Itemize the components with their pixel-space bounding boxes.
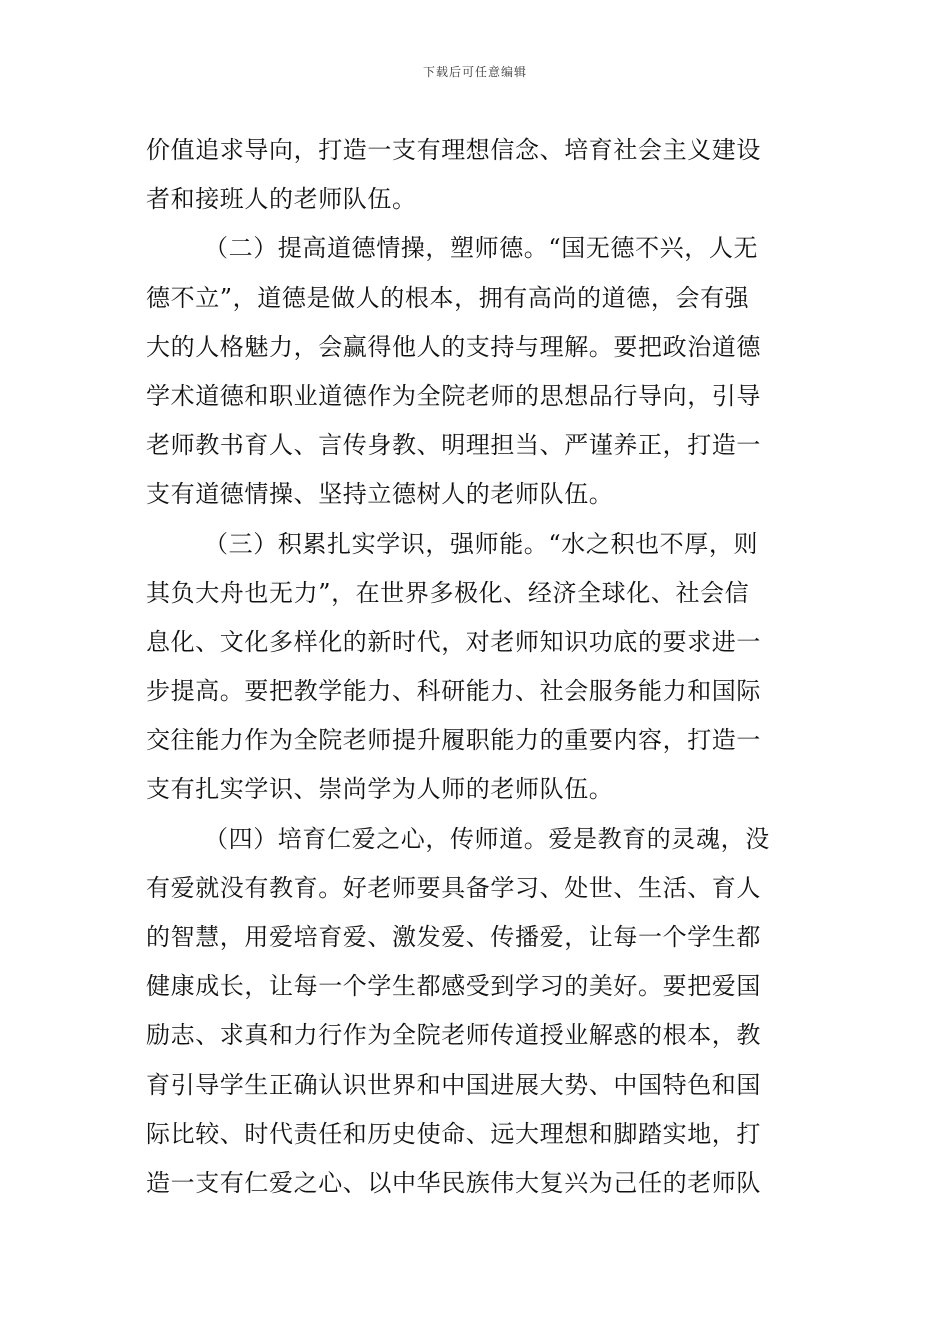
paragraph-4-line-1: （四）培育仁爱之心，传师道。爱是教育的灵魂，没	[204, 824, 770, 853]
paragraph-4-line-3: 的智慧，用爱培育爱、激发爱、传播爱，让每一个学生都	[146, 923, 761, 951]
paragraph-3-line-3: 息化、文化多样化的新时代，对老师知识功底的要求进一	[146, 627, 761, 656]
paragraph-4-line-4: 健康成长，让每一个学生都感受到学习的美好。要把爱国	[146, 972, 761, 1001]
paragraph-2-line-3: 大的人格魅力，会赢得他人的支持与理解。要把政治道德	[146, 332, 761, 361]
paragraph-3-line-6: 支有扎实学识、崇尚学为人师的老师队伍。	[146, 775, 614, 804]
paragraph-3-line-2: 其负大舟也无力”，在世界多极化、经济全球化、社会信	[146, 578, 750, 607]
body-text	[146, 126, 808, 1208]
paragraph-4-line-7: 际比较、时代责任和历史使命、远大理想和脚踏实地，打	[146, 1119, 761, 1148]
paragraph-2-line-4: 学术道德和职业道德作为全院老师的思想品行导向，引导	[146, 381, 761, 410]
paragraph-4-line-8: 造一支有仁爱之心、以中华民族伟大复兴为己任的老师队	[146, 1168, 761, 1197]
paragraph-2-line-5: 老师教书育人、言传身教、明理担当、严谨养正，打造一	[146, 431, 761, 460]
paragraph-3-line-4: 步提高。要把教学能力、科研能力、社会服务能力和国际	[146, 677, 761, 706]
header-note: 下载后可任意编辑	[422, 65, 527, 79]
paragraph-2-line-2: 德不立”，道德是做人的根本，拥有高尚的道德，会有强	[146, 283, 750, 312]
paragraph-1-line-2: 者和接班人的老师队伍。	[146, 185, 417, 214]
paragraph-3-line-5: 交往能力作为全院老师提升履职能力的重要内容，打造一	[146, 726, 761, 755]
paragraph-1-line-1: 价值追求导向，打造一支有理想信念、培育社会主义建设	[146, 136, 761, 164]
paragraph-2-line-1: （二）提高道德情操，塑师德。“国无德不兴，人无	[204, 234, 759, 263]
paragraph-4-line-5: 励志、求真和力行作为全院老师传道授业解惑的根本，教	[146, 1021, 761, 1050]
paragraph-4-line-6: 育引导学生正确认识世界和中国进展大势、中国特色和国	[146, 1070, 761, 1099]
paragraph-4-line-2: 有爱就没有教育。好老师要具备学习、处世、生活、育人	[146, 873, 761, 902]
paragraph-3-line-1: （三）积累扎实学识，强师能。“水之积也不厚，则	[204, 529, 759, 558]
paragraph-2-line-6: 支有道德情操、坚持立德树人的老师队伍。	[146, 480, 614, 509]
